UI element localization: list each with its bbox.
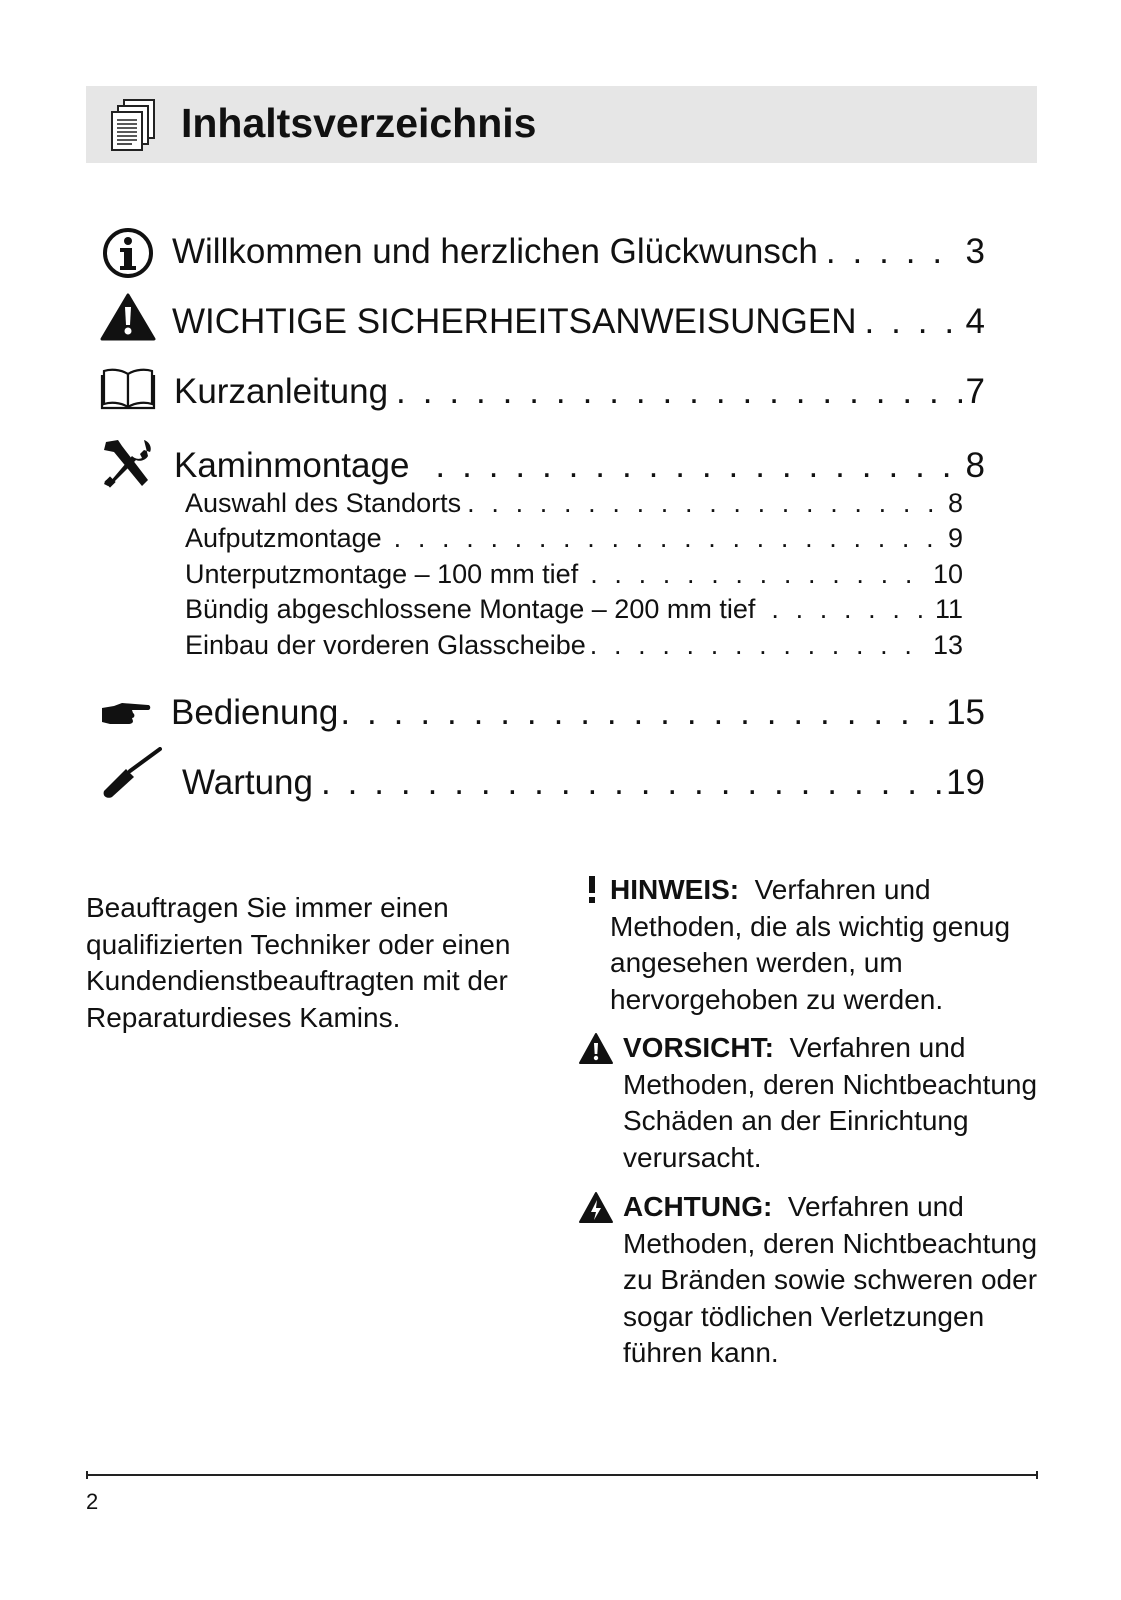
- toc-label: Einbau der vorderen Glasscheibe: [185, 630, 586, 660]
- toc-page-number: 13: [932, 630, 963, 660]
- toc-page-number: 19: [946, 763, 985, 802]
- toc-label: Wartung: [182, 763, 313, 802]
- toc-leader: [340, 691, 942, 735]
- toc-entry-welcome[interactable]: [0, 230, 985, 274]
- toc-leader: [435, 444, 961, 488]
- toc-label: Auswahl des Standorts: [185, 488, 462, 518]
- toc-page-number: 7: [965, 372, 985, 411]
- toc-subentry[interactable]: [0, 521, 985, 555]
- toc-entry-operation[interactable]: [0, 691, 985, 735]
- toc-label: Kurzanleitung: [174, 372, 389, 411]
- toc-page-number: 3: [965, 232, 985, 271]
- toc-label: Willkommen und herzlichen Glückwunsch: [172, 232, 818, 271]
- toc-label: Bedienung: [171, 693, 339, 732]
- toc-label: Bündig abgeschlossene Montage – 200 mm tief: [185, 594, 756, 624]
- exclamation-icon: [584, 874, 600, 904]
- toc-page-number: 15: [946, 693, 985, 732]
- toc-entry-installation[interactable]: [0, 444, 985, 488]
- footer-rule: [86, 1474, 1038, 1476]
- toc-leader: [864, 300, 961, 344]
- toc-leader: [396, 370, 961, 414]
- toc-entry-safety[interactable]: [0, 300, 985, 344]
- toc-label: Unterputzmontage – 100 mm tief: [185, 559, 579, 589]
- toc-leader: [590, 557, 919, 591]
- toc-page-number: 4: [965, 302, 985, 341]
- toc-leader: [394, 521, 934, 555]
- notice-hinweis: [578, 872, 1048, 1018]
- toc-subentry[interactable]: [0, 486, 985, 520]
- toc-leader: [771, 592, 933, 626]
- footer-rule-tick: [1036, 1471, 1038, 1479]
- page-title: Inhaltsverzeichnis: [181, 100, 537, 146]
- toc-label: WICHTIGE SICHERHEITSANWEISUNGEN: [172, 302, 857, 341]
- service-note: Beauftragen Sie immer einen qualifizierten Techniker oder einen Kundendienstbeauftragten mit der Reparaturdieses Kamins.: [86, 892, 511, 1033]
- notice-text: Verfahren und Methoden, deren Nichtbeachtung Schäden an der Einrichtung verursacht.: [623, 1032, 1038, 1173]
- toc-leader: [826, 230, 962, 274]
- toc-label: Kaminmontage: [174, 446, 410, 485]
- toc-entry-maintenance[interactable]: [0, 761, 985, 805]
- toc-page-number: 8: [947, 488, 963, 518]
- toc-page-number: 8: [965, 446, 985, 485]
- footer-rule-tick: [86, 1471, 88, 1479]
- notice-label: HINWEIS:: [610, 874, 740, 905]
- notice-text: Verfahren und Methoden, die als wichtig genug angesehen werden, um hervorgehoben zu werden.: [610, 874, 1011, 1015]
- toc-entry-quickguide[interactable]: [0, 370, 985, 414]
- notice-vorsicht: [578, 1030, 1048, 1176]
- caution-triangle-icon: [578, 1032, 614, 1066]
- header-bar: [86, 86, 1037, 163]
- toc-subentry[interactable]: [0, 628, 985, 662]
- toc-leader: [321, 761, 942, 805]
- notice-label: VORSICHT:: [623, 1032, 774, 1063]
- danger-flame-triangle-icon: [578, 1191, 614, 1225]
- toc-leader: [590, 628, 919, 662]
- document-stack-icon: [108, 98, 158, 154]
- toc-subentry[interactable]: [0, 592, 985, 626]
- notice-label: ACHTUNG:: [623, 1191, 773, 1222]
- toc-page-number: 9: [947, 523, 963, 553]
- notice-achtung: [578, 1189, 1048, 1372]
- toc-subentry[interactable]: [0, 557, 985, 591]
- toc-leader: [467, 486, 934, 520]
- page-number: 2: [86, 1489, 99, 1514]
- notice-text: Verfahren und Methoden, deren Nichtbeachtung zu Bränden sowie schweren oder sogar tödlichen Verletzungen führen kann.: [623, 1191, 1038, 1368]
- toc-label: Aufputzmontage: [185, 523, 382, 553]
- toc-page-number: 11: [934, 594, 963, 624]
- toc-page-number: 10: [932, 559, 963, 589]
